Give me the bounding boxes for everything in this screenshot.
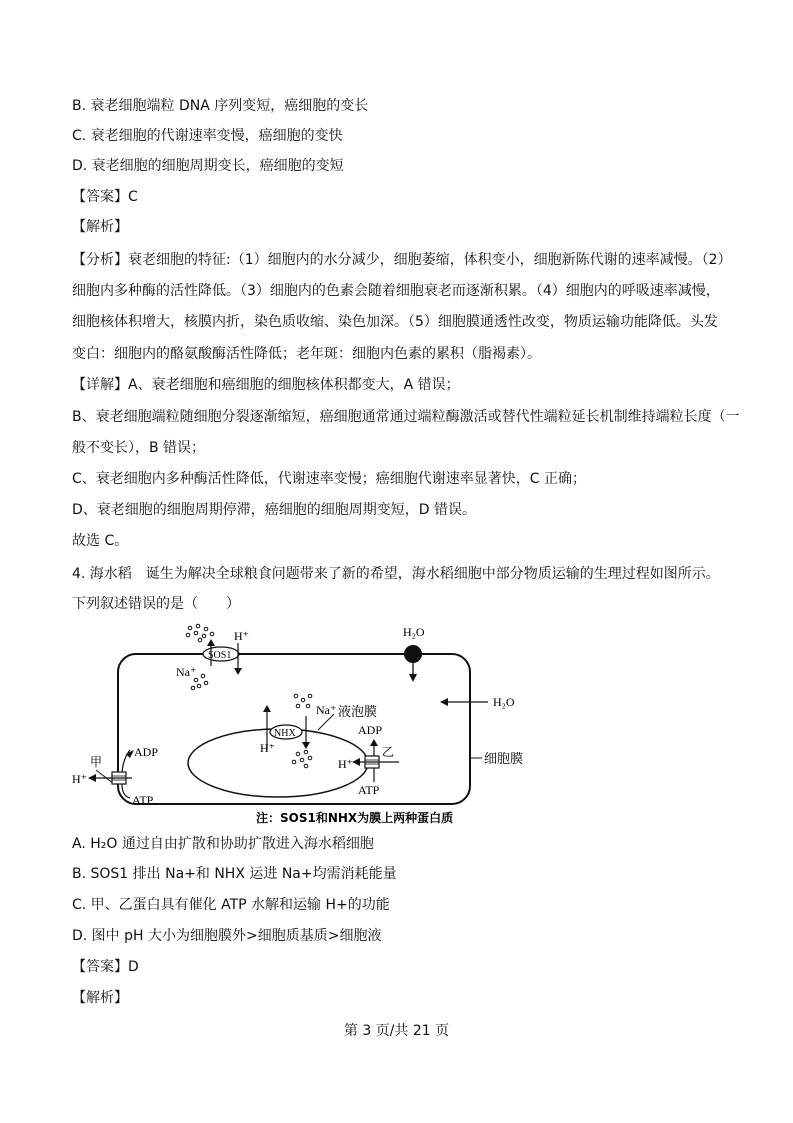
analysis-text-3: 细胞核体积增大，核膜内折，染色质收缩、染色加深。（5）细胞膜通透性改变，物质运输功能降低。头发 [72, 314, 718, 330]
adp-left-label: ADP [134, 745, 159, 759]
jia-label: 甲 [90, 755, 103, 769]
na-plus-inner-label: Na⁺ [316, 703, 337, 717]
nhx-dots-top [294, 694, 312, 708]
option-c-prev: C. 衰老细胞的代谢速率变慢，癌细胞的变快 [72, 128, 343, 144]
h-plus-top-label: H⁺ [234, 629, 249, 643]
atp-left-label: ATP [132, 793, 154, 807]
conclusion: 故选 C。 [72, 533, 129, 549]
analysis-text-4: 变白：细胞内的酪氨酸酶活性降低；老年斑：细胞内色素的累积（脂褐素）。 [72, 346, 541, 362]
sos1-label: SOS1 [208, 650, 232, 661]
na-plus-left-label: Na⁺ [176, 665, 197, 679]
question-4-line-1: 4. 海水稻 诞生为解决全球粮食问题带来了新的希望，海水稻细胞中部分物质运输的生理过程如图所示。 [72, 566, 720, 582]
detail-a: 【详解】A、衰老细胞和癌细胞的细胞核体积都变大，A 错误； [72, 377, 460, 393]
h-plus-out-label: H⁺ [72, 772, 87, 786]
h2o-top-label: H₂O [403, 625, 425, 639]
answer-label: 【答案】C [72, 189, 138, 205]
h2o-right-label: H₂O [493, 695, 515, 709]
option-c: C. 甲、乙蛋白具有催化 ATP 水解和运输 H+的功能 [72, 897, 390, 913]
aquaporin-icon [404, 645, 422, 663]
detail-b-1: B、衰老细胞端粒随细胞分裂逐渐缩短，癌细胞通常通过端粒酶激活或替代性端粒延长机制维持端粒长度（一 [72, 409, 740, 425]
option-a: A. H₂O 通过自由扩散和协助扩散进入海水稻细胞 [72, 836, 374, 852]
analysis-text-1: 【分析】衰老细胞的特征:（1）细胞内的水分减少，细胞萎缩，体积变小，细胞新陈代谢的速率减慢。（2） [72, 252, 732, 268]
vacuole-membrane-label: 液泡膜 [338, 705, 378, 720]
option-b-prev: B. 衰老细胞端粒 DNA 序列变短，癌细胞的变长 [72, 98, 369, 114]
detail-d: D、衰老细胞的细胞周期停滞，癌细胞的细胞周期变短，D 错误。 [72, 502, 477, 518]
option-b: B. SOS1 排出 Na+和 NHX 运进 Na+均需消耗能量 [72, 866, 397, 882]
nhx-label: NHX [274, 728, 296, 739]
option-d: D. 图中 pH 大小为细胞膜外>细胞质基质>细胞液 [72, 928, 382, 944]
answer-label-2: 【答案】D [72, 959, 139, 975]
detail-b-2: 般不变长），B 错误； [72, 440, 206, 456]
analysis-label: 【解析】 [72, 219, 128, 235]
diagram-note: 注：SOS1和NHX为膜上两种蛋白质 [256, 811, 454, 825]
page-footer: 第 3 页/共 21 页 [343, 1023, 450, 1039]
question-4-line-2: 下列叙述错误的是（ ） [72, 596, 240, 612]
cell-membrane-label: 细胞膜 [484, 752, 524, 767]
analysis-text-2: 细胞内多种酶的活性降低。（3）细胞内的色素会随着细胞衰老而逐渐积累。（4）细胞内的呼吸速率减慢， [72, 283, 720, 299]
vacuole-na-dots [292, 750, 312, 768]
analysis-label-2: 【解析】 [72, 990, 128, 1006]
detail-c: C、衰老细胞内多种酶活性降低，代谢速率变慢；癌细胞代谢速率显著快，C 正确； [72, 471, 586, 487]
h-plus-inner-label: H⁺ [260, 741, 275, 755]
sos1-dots-top [186, 624, 214, 642]
option-d-prev: D. 衰老细胞的细胞周期变长，癌细胞的变短 [72, 158, 344, 174]
yi-label: 乙 [382, 745, 395, 759]
h-plus-vac-label: H⁺ [338, 757, 353, 771]
transport-diagram [66, 618, 536, 830]
adp-right-label: ADP [358, 723, 383, 737]
atp-right-label: ATP [358, 783, 380, 797]
